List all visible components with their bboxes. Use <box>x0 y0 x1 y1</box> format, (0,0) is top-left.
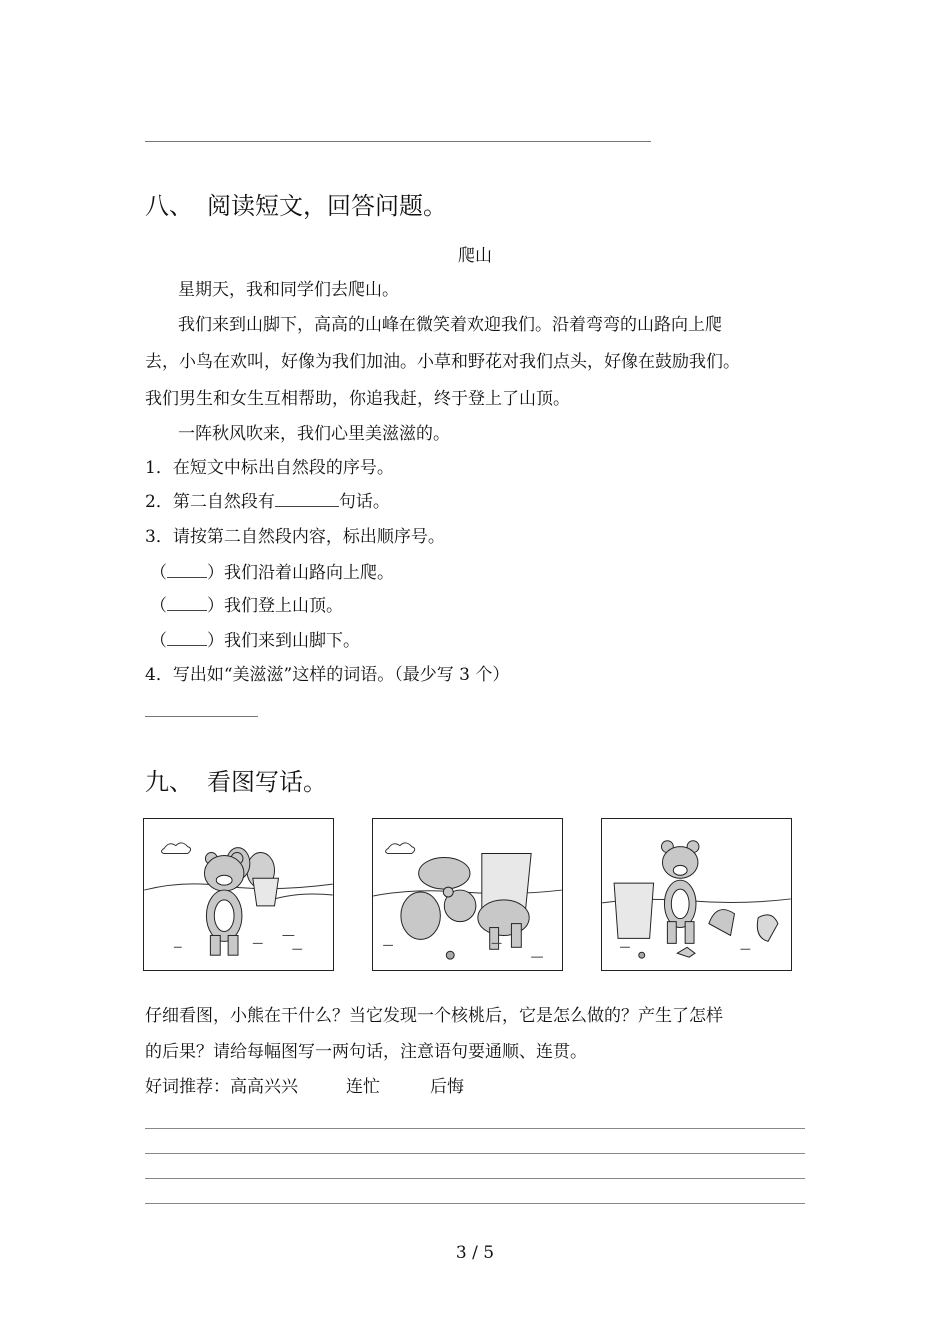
order-item-2 <box>150 594 343 618</box>
bear-picking-up-walnut-illustration <box>373 819 562 970</box>
paren-open: （ <box>150 596 167 616</box>
paren-open: （ <box>150 631 167 651</box>
writing-line-1[interactable] <box>145 1128 805 1129</box>
passage-line-2: 我们来到山脚下，高高的山峰在微笑着欢迎我们。沿着弯弯的山路向上爬 <box>178 315 722 335</box>
order-item-3 <box>150 629 360 653</box>
picture-panel-1 <box>143 818 334 971</box>
section-9-heading <box>145 767 327 797</box>
answer-line-q4[interactable] <box>145 716 258 717</box>
question-2 <box>145 490 390 514</box>
passage-line-5: 一阵秋风吹来，我们心里美滋滋的。 <box>178 424 450 444</box>
order-blank-1[interactable] <box>167 561 207 578</box>
picture-panel-2 <box>372 818 563 971</box>
order-item-3-text: ）我们来到山脚下。 <box>207 631 360 651</box>
answer-line-top <box>145 141 651 142</box>
page-number: 3 / 5 <box>455 1243 495 1263</box>
bear-regretting-broken-watermelon-illustration <box>602 819 791 970</box>
recommended-word-3: 后悔 <box>430 1077 464 1097</box>
recommended-words <box>145 1075 464 1099</box>
order-item-1-text: ）我们沿着山路向上爬。 <box>207 563 394 583</box>
paren-open: （ <box>150 563 167 583</box>
section-8-title: 阅读短文，回答问题。 <box>207 192 447 220</box>
section-9-title: 看图写话。 <box>207 768 327 796</box>
question-2-prefix: 2．第二自然段有 <box>145 492 275 512</box>
order-blank-3[interactable] <box>167 629 207 646</box>
passage-line-1: 星期天，我和同学们去爬山。 <box>178 280 399 300</box>
section-8-heading <box>145 191 447 221</box>
writing-prompt-line-1: 仔细看图，小熊在干什么？当它发现一个核桃后，它是怎么做的？产生了怎样 <box>145 1006 723 1026</box>
section-8-number: 八、 <box>145 192 193 220</box>
question-2-blank[interactable] <box>275 490 339 507</box>
question-3: 3．请按第二自然段内容，标出顺序号。 <box>145 527 445 547</box>
bear-carrying-watermelons-illustration <box>144 819 333 970</box>
question-2-suffix: 句话。 <box>338 492 390 512</box>
writing-prompt-line-2: 的后果？请给每幅图写一两句话，注意语句要通顺、连贯。 <box>145 1042 587 1062</box>
section-9-number: 九、 <box>145 768 193 796</box>
order-item-2-text: ）我们登上山顶。 <box>207 596 343 616</box>
picture-panel-3 <box>601 818 792 971</box>
passage-line-4: 我们男生和女生互相帮助，你追我赶，终于登上了山顶。 <box>145 389 570 409</box>
passage-title: 爬山 <box>458 246 492 266</box>
writing-line-3[interactable] <box>145 1178 805 1179</box>
recommended-word-1: 高高兴兴 <box>230 1077 298 1097</box>
order-blank-2[interactable] <box>167 594 207 611</box>
question-1: 1．在短文中标出自然段的序号。 <box>145 458 394 478</box>
writing-line-2[interactable] <box>145 1153 805 1154</box>
passage-line-3: 去，小鸟在欢叫，好像为我们加油。小草和野花对我们点头，好像在鼓励我们。 <box>145 352 740 372</box>
recommended-words-label: 好词推荐： <box>145 1077 230 1097</box>
order-item-1 <box>150 561 394 585</box>
writing-line-4[interactable] <box>145 1203 805 1204</box>
recommended-word-2: 连忙 <box>346 1077 380 1097</box>
question-4: 4．写出如“美滋滋”这样的词语。（最少写 3 个） <box>145 665 510 685</box>
